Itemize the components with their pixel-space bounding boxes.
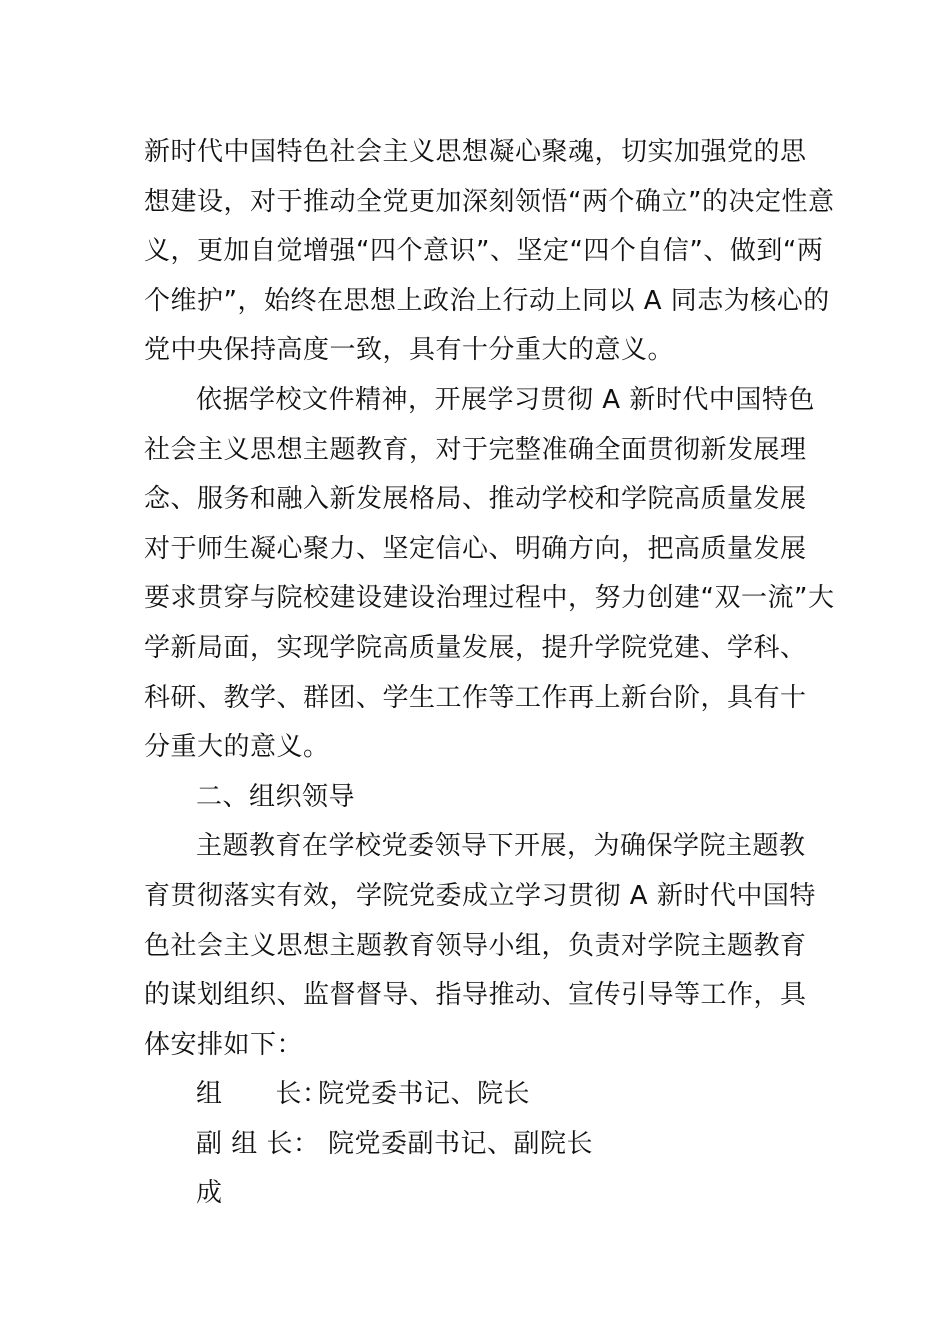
paragraph-line: 新时代中国特色社会主义思想凝心聚魂，切实加强党的思 [144, 137, 807, 167]
paragraph-line: 育贯彻落实有效，学院党委成立学习贯彻 A 新时代中国特 [144, 880, 816, 911]
document-body [144, 128, 835, 1219]
paragraph-line: 想建设，对于推动全党更加深刻领悟“两个确立”的决定性意 [144, 186, 835, 217]
role-value: 院党委副书记、副院长 [328, 1128, 594, 1159]
paragraph-line: 科研、教学、群团、学生工作等工作再上新台阶，具有十 [144, 682, 807, 713]
paragraph-line: 分重大的意义。 [144, 732, 330, 763]
paragraph-line: 要求贯穿与院校建设建设治理过程中，努力创建“双一流”大 [144, 583, 835, 614]
role-value: 院党委书记、院长 [318, 1079, 531, 1110]
paragraph-2 [144, 376, 835, 773]
role-row-members: 成 [196, 1178, 223, 1209]
paragraph-line: 对于师生凝心聚力、坚定信心、明确方向，把高质量发展 [144, 533, 807, 564]
paragraph-line: 的谋划组织、监督督导、指导推动、宣传引导等工作，具 [144, 980, 807, 1011]
paragraph-line: 依据学校文件精神，开展学习贯彻 A 新时代中国特色 [196, 384, 815, 415]
role-label: 组 长： [196, 1079, 329, 1110]
section-heading: 二、组织领导 [196, 781, 356, 812]
paragraph-line: 义，更加自觉增强“四个意识”、坚定“四个自信”、做到“两 [144, 236, 824, 267]
paragraph-line: 学新局面，实现学院高质量发展，提升学院党建、学科、 [144, 632, 807, 663]
paragraph-line: 色社会主义思想主题教育领导小组，负责对学院主题教育 [144, 930, 807, 961]
role-row-leader [144, 1070, 824, 1120]
paragraph-line: 党中央保持高度一致，具有十分重大的意义。 [144, 335, 675, 366]
paragraph-line: 体安排如下： [144, 1029, 304, 1060]
paragraph-line: 社会主义思想主题教育，对于完整准确全面贯彻新发展理 [144, 434, 807, 465]
role-row-deputy [144, 1120, 824, 1170]
paragraph-line: 主题教育在学校党委领导下开展，为确保学院主题教 [196, 831, 806, 862]
paragraph-1 [144, 128, 835, 376]
paragraph-line: 念、服务和融入新发展格局、推动学校和学院高质量发展 [144, 484, 807, 515]
paragraph-3 [144, 822, 824, 1070]
role-label: 副 组 长： [196, 1128, 320, 1159]
role-list [144, 1070, 824, 1219]
paragraph-line: 个维护”，始终在思想上政治上行动上同以 A 同志为核心的 [144, 285, 830, 316]
